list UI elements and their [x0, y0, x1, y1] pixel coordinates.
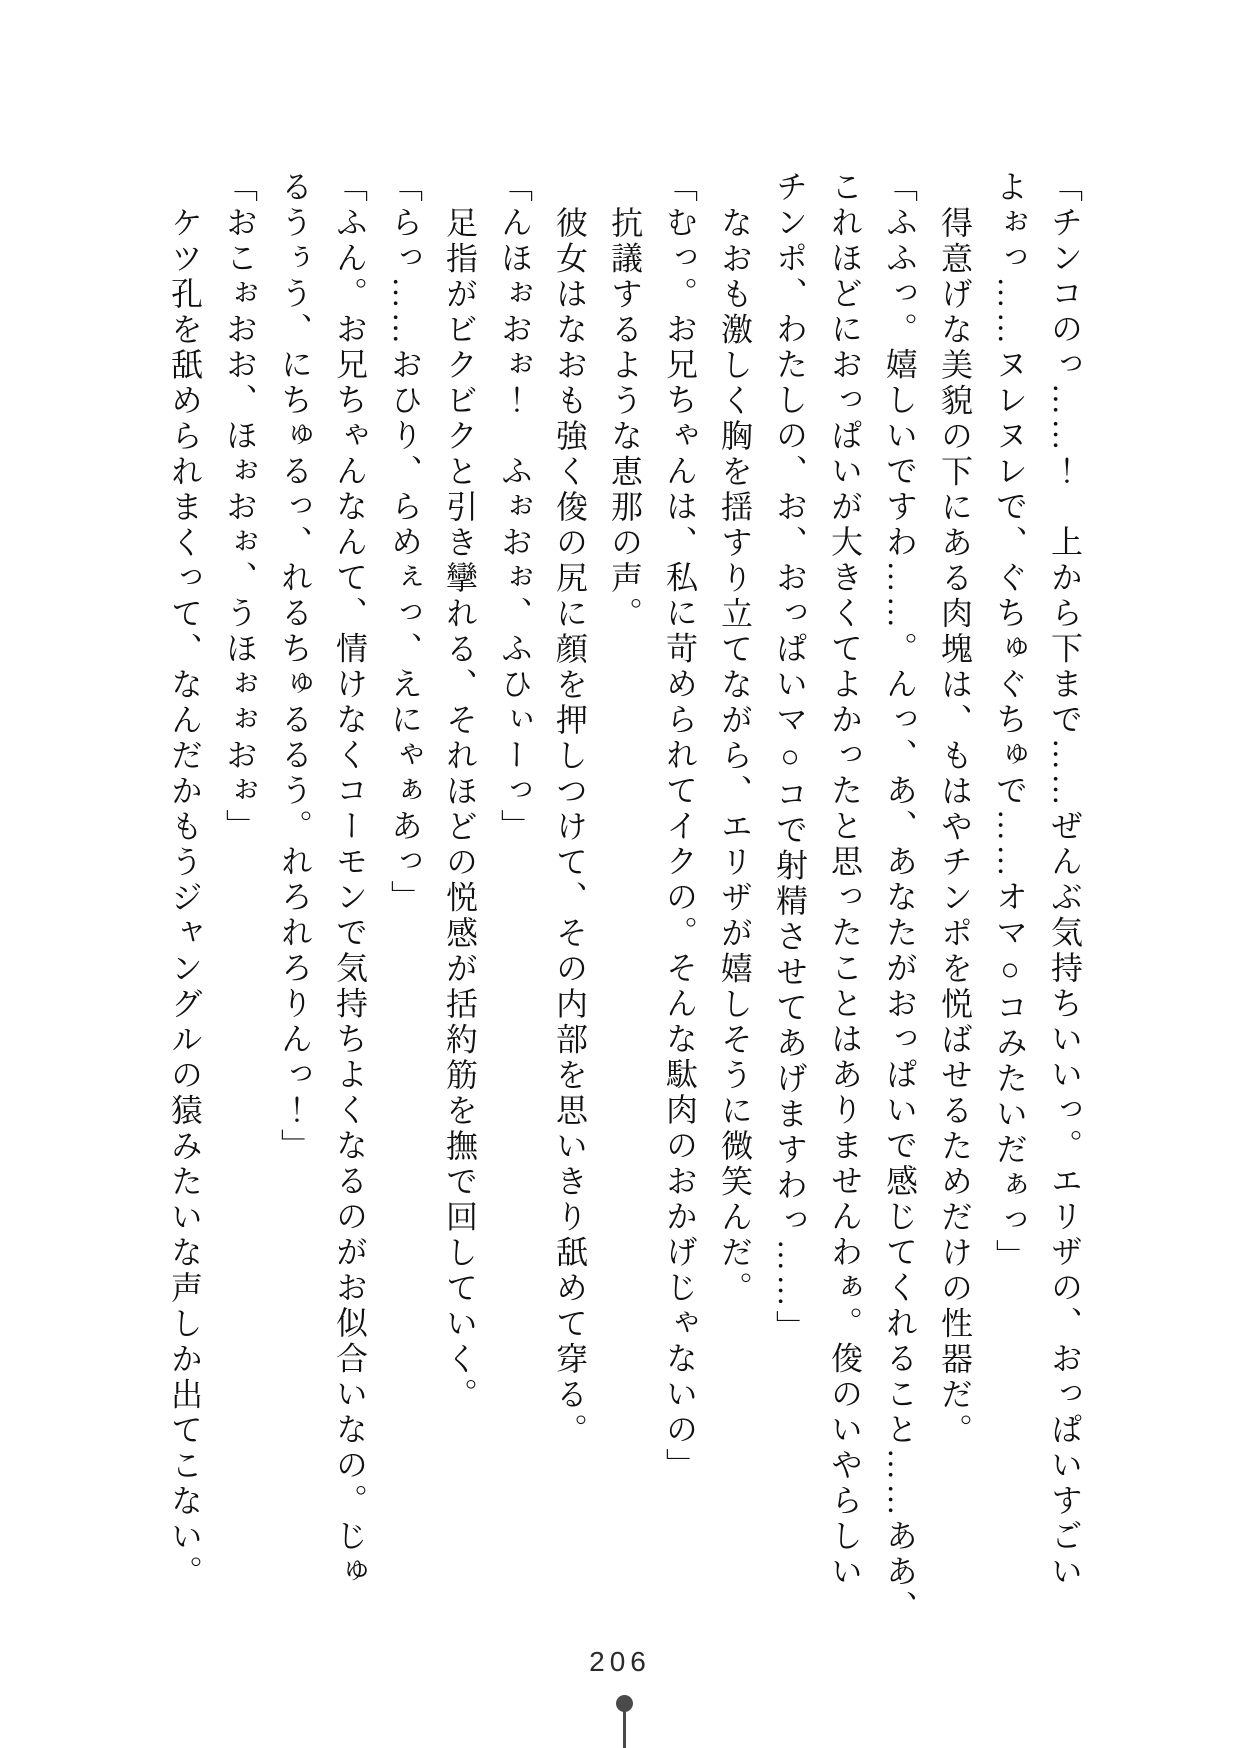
text-column: 彼女はなおも強く俊の尻に顔を押しつけて、その内部を思いきり舐めて穿る。: [552, 206, 588, 1449]
text-column: 抗議するような恵那の声。: [607, 206, 643, 632]
bookmark-line-ornament: [623, 1708, 626, 1748]
text-column: 「らっ……おひり、らめぇっ、えにゃぁあっ」: [387, 170, 423, 916]
text-column: 得意げな美貌の下にある肉塊は、もはやチンポを悦ばせるためだけの性器だ。: [937, 206, 973, 1449]
text-column: これほどにおっぱいが大きくてよかったと思ったことはありませんわぁ。俊のいやらしい: [827, 170, 863, 1590]
text-column: 足指がビクビクと引き攣れる、それほどの悦感が括約筋を撫で回していく。: [442, 206, 478, 1413]
text-column: 「ふふっ。嬉しいですわ……。んっ、あ、あなたがおっぱいで感じてくれること……ああ、: [882, 170, 918, 1626]
text-column: 「おこぉおお、ほぉおぉ、うほぉぉおぉ」: [222, 170, 258, 845]
text-column: なおも激しく胸を揺すり立てながら、エリザが嬉しそうに微笑んだ。: [717, 206, 753, 1307]
text-column: ケツ孔を舐められまくって、なんだかもうジャングルの猿みたいな声しか出てこない。: [167, 206, 203, 1591]
text-column: よぉっ……ヌレヌレで、ぐちゅぐちゅで……オマ○コみたいだぁっ」: [992, 170, 1028, 1275]
text-column: 「むっ。お兄ちゃんは、私に苛められてイクの。そんな駄肉のおかげじゃないの」: [662, 170, 698, 1484]
text-column: 「んほぉおぉ！ ふぉおぉ、ふひぃーっ」: [497, 170, 533, 845]
main-text-block: [157, 170, 1092, 1640]
text-column: 「ふん。お兄ちゃんなんて、情けなくコーモンで気持ちよくなるのがお似合いなの。じゅ: [332, 170, 368, 1590]
text-column: チンポ、わたしの、お、おっぱいマ○コで射精させてあげますわっ……」: [772, 170, 808, 1346]
text-column: るうぅう、にちゅるっ、れるちゅるるう。れろれろりんっ！」: [277, 170, 313, 1164]
text-column: 「チンコのっ……！ 上から下まで……ぜんぶ気持ちいいっ。エリザの、おっぱいすごい: [1047, 170, 1083, 1590]
page-number: 206: [589, 1646, 651, 1677]
